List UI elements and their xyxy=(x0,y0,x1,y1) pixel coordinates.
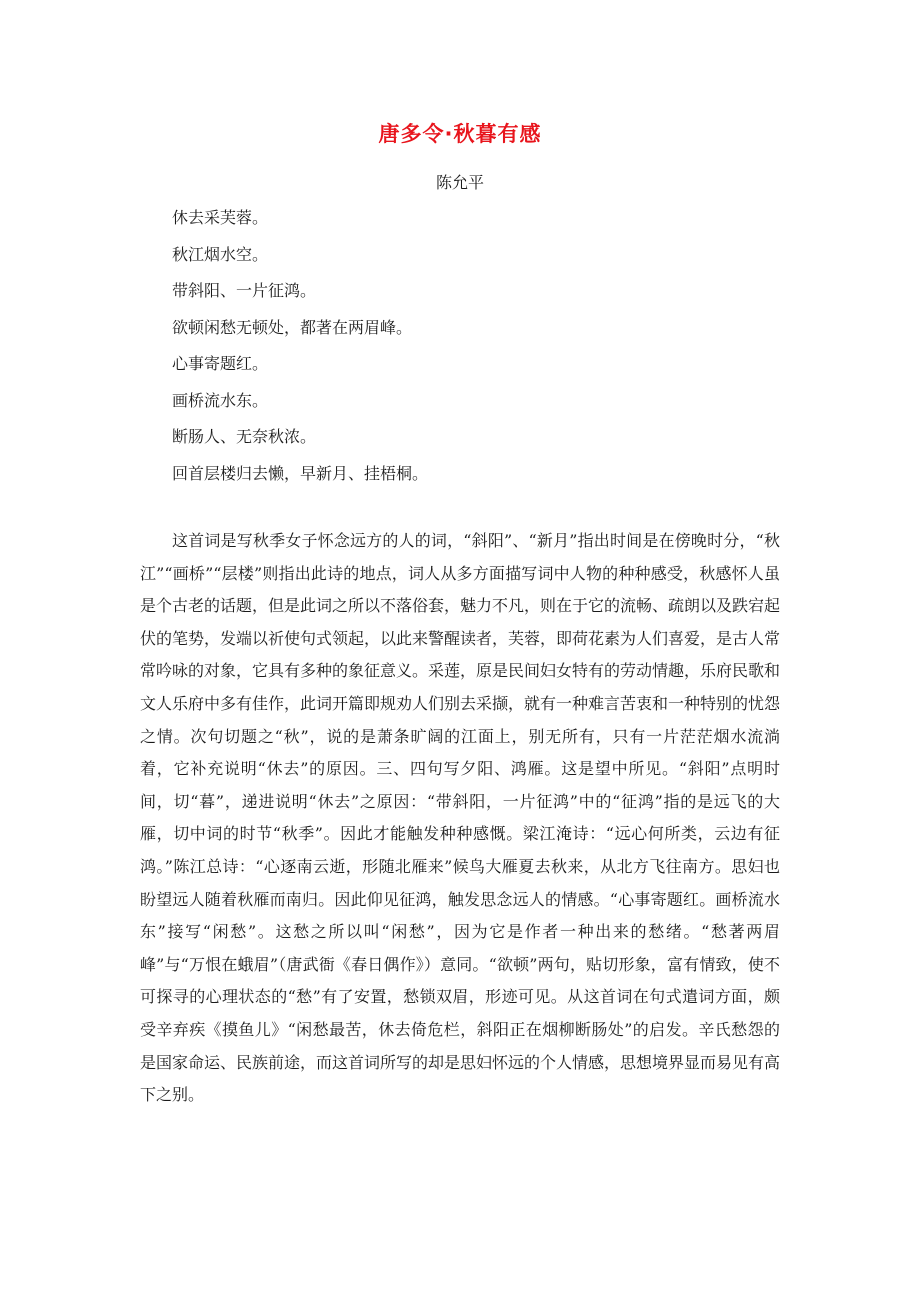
poem-body xyxy=(172,200,428,492)
poem-author: 陈允平 xyxy=(435,173,484,192)
poem-line: 休去采芙蓉。 xyxy=(172,208,269,227)
poem-line: 秋江烟水空。 xyxy=(172,244,269,264)
poem-line: 画桥流水东。 xyxy=(172,390,269,410)
commentary-paragraph: 这首词是写秋季女子怀念远方的人的词，“斜阳”、“新月”指出时间是在傍晚时分，“秋江”“画桥”“层楼”则指出此诗的地点，词人从多方面描写词中人物的种种感受，秋感怀人虽是个古老的话题，但是此词之所以不落俗套，魅力不凡，则在于它的流畅、疏朗以及跌宕起伏的笔势，发端以祈使句式领起，以此来警醒读者，芙蓉，即荷花素为人们喜爱，是古人常常吟咏的对象，它具有多种的象征意义。采莲，原是民间妇女特有的劳动情趣，乐府民歌和文人乐府中多有佳作，此词开篇即规劝人们别去采撷，就有一种难言苦衷和一种特别的忧怨之情。次句切题之“秋”，说的是萧条旷阔的江面上，别无所有，只有一片茫茫烟水流淌着，它补充说明“休去”的原因。三、四句写夕阳、鸿雁。这是望中所见。“斜阳”点明时间，切“暮”，递进说明“休去”之原因：“带斜阳，一片征鸿”中的“征鸿”指的是远飞的大雁，切中词的时节“秋季”。因此才能触发种种感慨。梁江淹诗：“远心何所类，云边有征鸿。”陈江总诗：“心逐南云逝，形随北雁来”候鸟大雁夏去秋来，从北方飞往南方。思妇也盼望远人随着秋雁而南归。因此仰见征鸿，触发思念远人的情感。“心事寄题红。画桥流水东”接写“闲愁”。这愁之所以叫“闲愁”，因为它是作者一种出来的愁绪。“愁著两眉峰”与“万恨在蛾眉”（唐武衙《春日偶作》）意同。“欲顿”两句，贴切形象，富有情致，使不可探寻的心理状态的“愁”有了安置，愁锁双眉，形迹可见。从这首词在句式遣词方面，颇受辛弃疾《摸鱼儿》“闲愁最苦，休去倚危栏，斜阳正在烟柳断肠处”的启发。辛氏愁怨的是国家命运、民族前途，而这首词所写的却是思妇怀远的个人情感，思想境界显而易见有高下之别。 xyxy=(140,531,781,1105)
poem-line: 回首层楼归去懒，早新月、挂梧桐。 xyxy=(172,463,429,483)
poem-line: 断肠人、无奈秋浓。 xyxy=(172,427,317,446)
poem-line: 带斜阳、一片征鸿。 xyxy=(172,281,317,300)
poem-line: 欲顿闲愁无顿处，都著在两眉峰。 xyxy=(172,317,413,337)
poem-line: 心事寄题红。 xyxy=(172,354,269,373)
poem-title: 唐多令·秋暮有感 xyxy=(378,122,542,146)
